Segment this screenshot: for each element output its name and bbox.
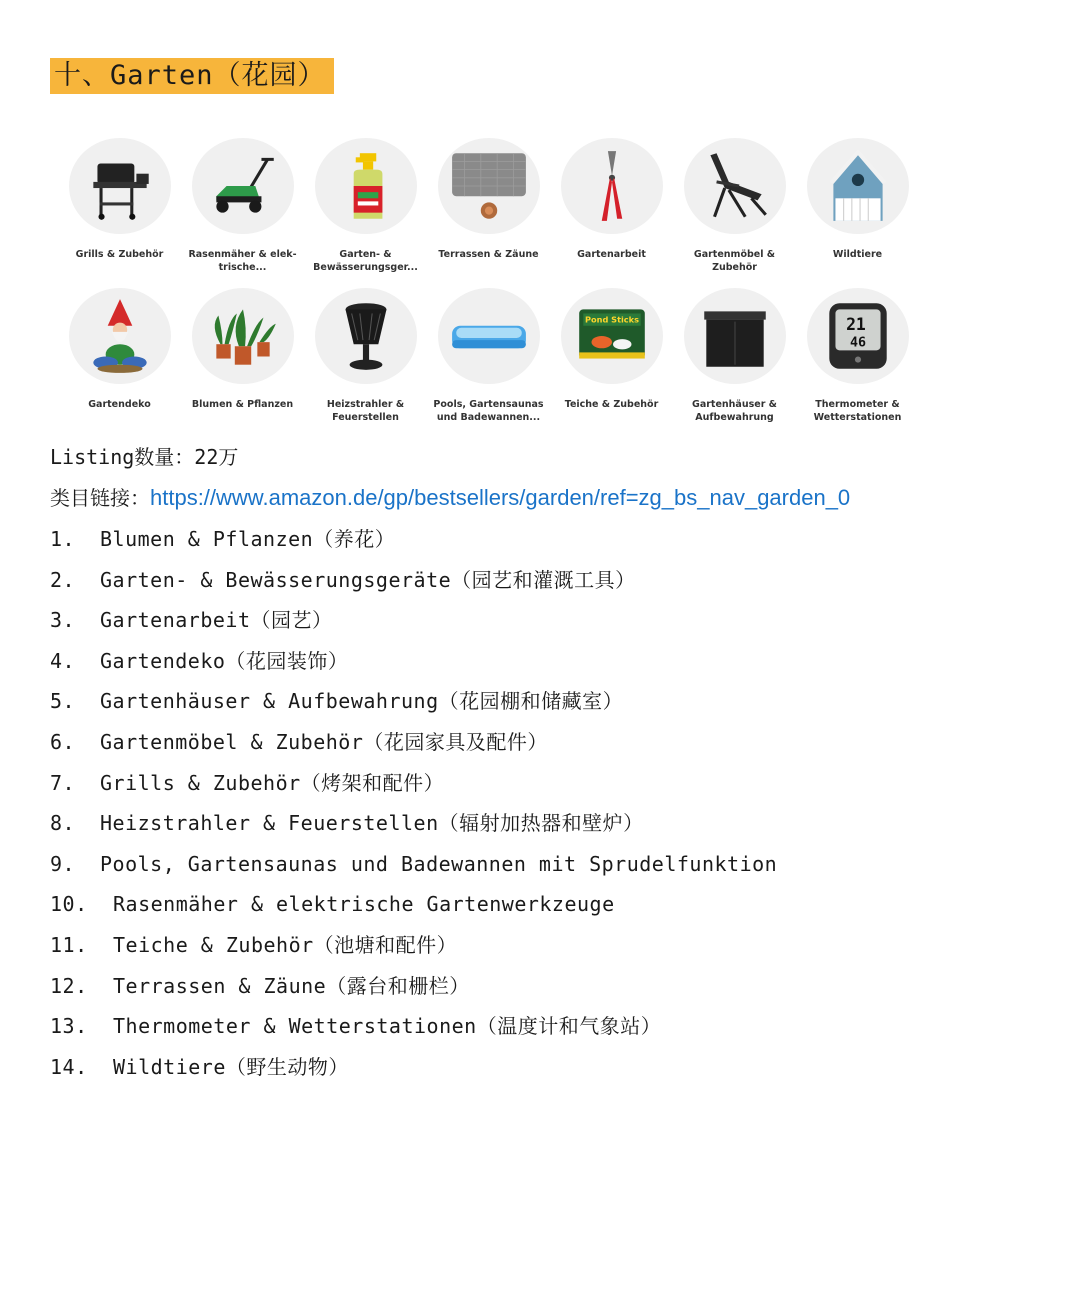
category-label: Gartendeko	[88, 399, 151, 410]
category-garden-furniture[interactable]	[673, 138, 796, 288]
grill-icon	[69, 138, 171, 234]
category-lawnmowers[interactable]	[181, 138, 304, 288]
category-label: Terrassen & Zäune	[438, 249, 539, 260]
category-heaters-fireplaces[interactable]	[304, 288, 427, 438]
list-number: 10.	[50, 892, 88, 917]
category-flowers-plants[interactable]	[181, 288, 304, 438]
category-terraces-fences[interactable]	[427, 138, 550, 288]
storage-box-icon	[684, 288, 786, 384]
list-text: Grills & Zubehör（烤架和配件）	[100, 770, 445, 795]
lawnmower-icon	[192, 138, 294, 234]
listing-count: Listing数量：22万	[50, 445, 239, 469]
category-link[interactable]: https://www.amazon.de/gp/bestsellers/garden/ref=zg_bs_nav_garden_0	[150, 485, 851, 510]
list-number: 9.	[50, 851, 76, 876]
list-item	[50, 969, 777, 1010]
svg-text:21: 21	[845, 314, 866, 334]
list-text: Blumen & Pflanzen（养花）	[100, 527, 396, 551]
list-number: 4.	[50, 648, 76, 673]
spray-bottle-icon	[315, 138, 417, 234]
category-grills[interactable]	[58, 138, 181, 288]
category-label: Heizstrahler & Feuerstellen	[326, 399, 405, 423]
lounge-chair-icon	[684, 138, 786, 234]
list-item	[50, 928, 777, 969]
list-item	[50, 1009, 777, 1050]
list-text: Terrassen & Zäune（露台和栅栏）	[113, 973, 470, 998]
list-number: 8.	[50, 811, 76, 836]
list-item	[50, 644, 777, 685]
pond-sticks-bucket-icon	[561, 288, 663, 384]
list-number: 3.	[50, 608, 76, 633]
list-text: Pools, Gartensaunas und Badewannen mit Sprudelfunktion	[100, 851, 778, 876]
category-label: Pools, Gartensaunas und Badewannen...	[433, 399, 544, 423]
list-item	[50, 766, 777, 807]
category-label: Gartenhäuser & Aufbewahrung	[692, 399, 777, 423]
category-wildlife[interactable]	[796, 138, 919, 288]
list-number: 1.	[50, 527, 76, 551]
list-text: Gartendeko（花园装饰）	[100, 648, 349, 673]
svg-text:Pond Sticks: Pond Sticks	[584, 314, 639, 325]
list-text: Gartenarbeit（园艺）	[100, 608, 333, 633]
category-label: Thermometer & Wetterstationen	[813, 399, 902, 423]
fire-pit-icon	[315, 288, 417, 384]
svg-text:46: 46	[849, 335, 866, 351]
birdhouse-icon	[807, 138, 909, 234]
category-link-label: 类目链接：	[50, 486, 150, 510]
list-item	[50, 603, 777, 644]
thermometer-icon	[807, 288, 909, 384]
category-label: Gartenarbeit	[577, 249, 646, 260]
category-pools-saunas[interactable]	[427, 288, 550, 438]
list-item	[50, 887, 777, 928]
potted-plants-icon	[192, 288, 294, 384]
subcategory-list	[50, 522, 777, 1090]
list-text: Gartenhäuser & Aufbewahrung（花园棚和储藏室）	[100, 689, 624, 714]
mesh-roll-icon	[438, 138, 540, 234]
list-item	[50, 563, 777, 604]
pool-icon	[438, 288, 540, 384]
category-grid	[58, 138, 919, 438]
section-title: 十、Garten（花园）	[50, 58, 334, 94]
list-item	[50, 847, 777, 888]
category-label: Teiche & Zubehör	[564, 399, 659, 410]
category-ponds[interactable]	[550, 288, 673, 438]
category-label: Wildtiere	[832, 249, 883, 260]
list-item	[50, 1050, 777, 1091]
category-link-row	[50, 484, 850, 512]
list-text: Teiche & Zubehör（池塘和配件）	[113, 932, 458, 957]
list-number: 2.	[50, 567, 76, 592]
category-label: Gartenmöbel & Zubehör	[693, 249, 776, 273]
category-garden-sheds[interactable]	[673, 288, 796, 438]
list-text: Heizstrahler & Feuerstellen（辐射加热器和壁炉）	[100, 811, 644, 836]
list-number: 12.	[50, 973, 88, 998]
list-item	[50, 806, 777, 847]
category-garden-decor[interactable]	[58, 288, 181, 438]
list-number: 13.	[50, 1014, 88, 1039]
garden-gnome-icon	[69, 288, 171, 384]
category-garden-work[interactable]	[550, 138, 673, 288]
category-garden-tools[interactable]	[304, 138, 427, 288]
category-label: Garten- & Bewässerungsger...	[313, 249, 418, 273]
category-label: Grills & Zubehör	[75, 249, 164, 260]
list-number: 11.	[50, 932, 88, 957]
category-label: Rasenmäher & elek-trische...	[188, 249, 297, 273]
list-item	[50, 684, 777, 725]
list-number: 5.	[50, 689, 76, 714]
list-text: Rasenmäher & elektrische Gartenwerkzeuge	[113, 892, 615, 917]
list-number: 7.	[50, 770, 76, 795]
list-number: 6.	[50, 729, 76, 754]
list-number: 14.	[50, 1054, 88, 1079]
category-thermometers[interactable]	[796, 288, 919, 438]
list-text: Gartenmöbel & Zubehör（花园家具及配件）	[100, 729, 548, 754]
list-text: Garten- & Bewässerungsgeräte（园艺和灌溉工具）	[100, 567, 636, 592]
category-label: Blumen & Pflanzen	[191, 399, 294, 410]
list-text: Wildtiere（野生动物）	[113, 1054, 349, 1079]
list-item	[50, 522, 777, 563]
pruning-shears-icon	[561, 138, 663, 234]
list-text: Thermometer & Wetterstationen（温度计和气象站）	[113, 1014, 662, 1039]
list-item	[50, 725, 777, 766]
